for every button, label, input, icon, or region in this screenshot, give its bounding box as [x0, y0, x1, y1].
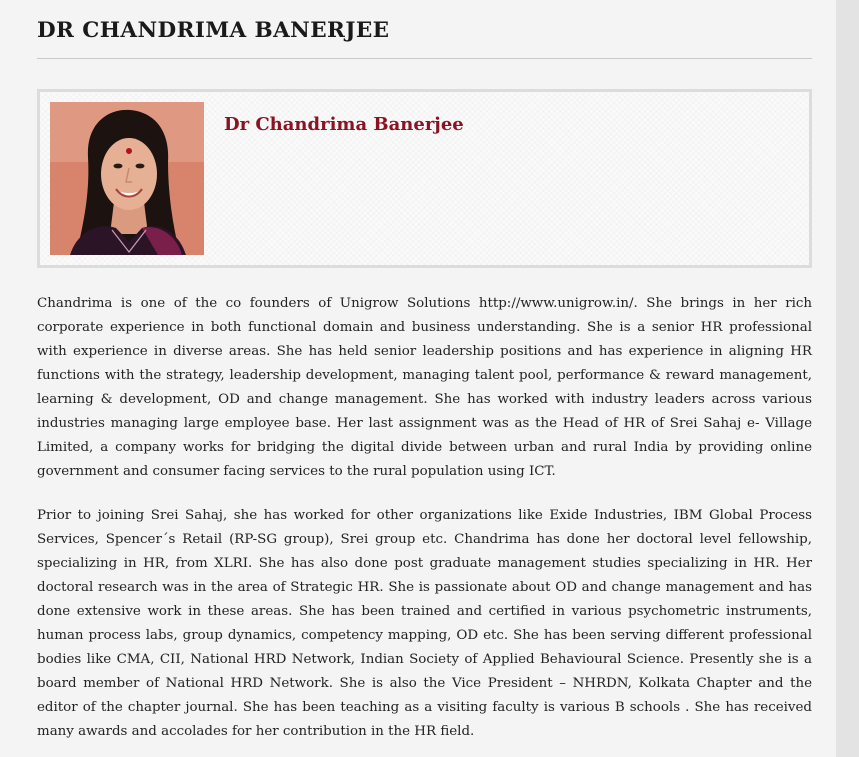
profile-name: Dr Chandrima Banerjee: [224, 114, 464, 135]
profile-card: [37, 89, 812, 268]
scrollbar-track[interactable]: [836, 0, 859, 757]
page-title: DR CHANDRIMA BANERJEE: [37, 18, 390, 43]
bio-paragraph-1: Chandrima is one of the co founders of Unigrow Solutions http://www.unigrow.in/. She brings in her rich corporate experience in both functional domain and business understanding. She is a senior HR professional with experience in diverse areas. She has held senior leadership positions and has experience in aligning HR functions with the strategy, leadership development, managing talent pool, performance & reward management, learning & development, OD and change management. She has worked with industry leaders across various industries managing large employee base. Her last assignment was as the Head of HR of Srei Sahaj e- Village Limited, a company works for bridging the digital divide between urban and rural India by providing online government and consumer facing services to the rural population using ICT.: [37, 296, 812, 479]
main-content: [37, 0, 812, 739]
portrait-illustration: [50, 102, 204, 255]
title-divider: [37, 58, 812, 59]
bio-paragraph-2: Prior to joining Srei Sahaj, she has worked for other organizations like Exide Industries, IBM Global Process Services, Spencer´s Retail (RP-SG group), Srei group etc. Chandrima has done her doctoral level fellowship, specializing in HR, from XLRI. She has also done post graduate management studies specializing in HR. Her doctoral research was in the area of Strategic HR. She is passionate about OD and change management and has done extensive work in these areas. She has been trained and certified in various psychometric instruments, human process labs, group dynamics, competency mapping, OD etc. She has been serving different professional bodies like CMA, CII, National HRD Network, Indian Society of Applied Behavioural Science. Presently she is a board member of National HRD Network. She is also the Vice President – NHRDN, Kolkata Chapter and the editor of the chapter journal. She has been teaching as a visiting faculty is various B schools . She has received many awards and accolades for her contribution in the HR field.: [37, 508, 812, 739]
person-photo-icon: [50, 102, 204, 255]
